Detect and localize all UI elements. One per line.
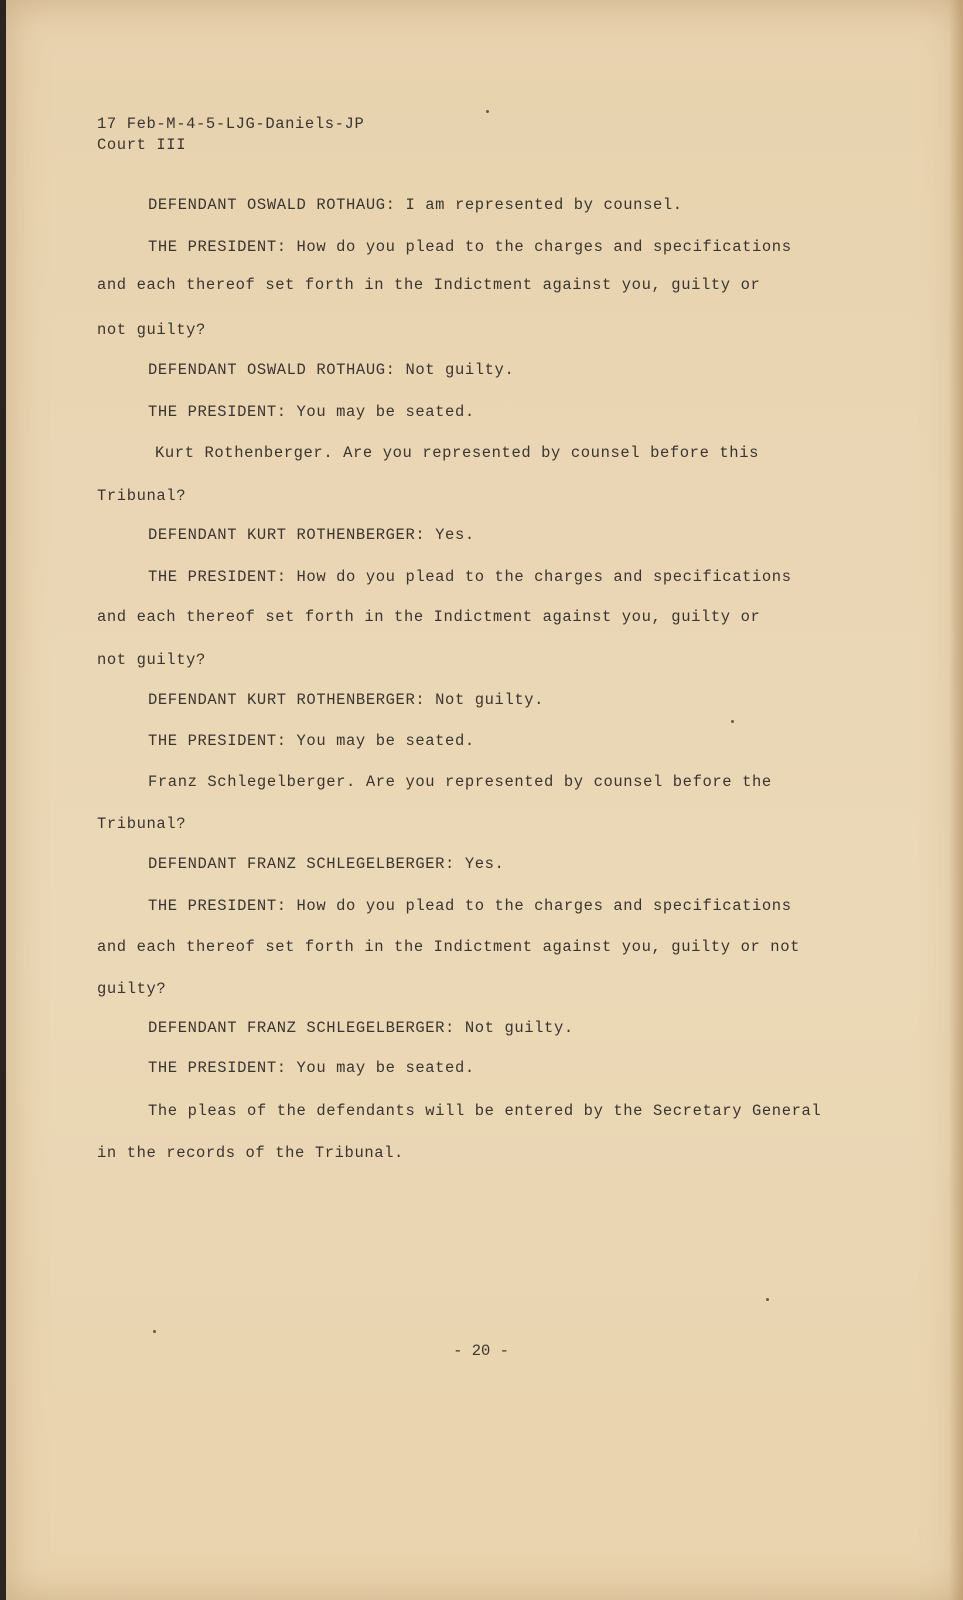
document-reference: 17 Feb-M-4-5-LJG-Daniels-JP <box>97 115 365 133</box>
transcript-line: and each thereof set forth in the Indictment against you, guilty or not <box>97 938 801 956</box>
transcript-line: DEFENDANT FRANZ SCHLEGELBERGER: Yes. <box>148 855 505 873</box>
transcript-line: Tribunal? <box>97 815 187 833</box>
paper-speck <box>731 720 734 723</box>
transcript-line: THE PRESIDENT: How do you plead to the charges and specifications <box>148 568 792 586</box>
court-label: Court III <box>97 136 187 154</box>
transcript-line: THE PRESIDENT: How do you plead to the charges and specifications <box>148 238 792 256</box>
transcript-line: not guilty? <box>97 321 206 339</box>
transcript-line: DEFENDANT KURT ROTHENBERGER: Not guilty. <box>148 691 545 709</box>
paper-speck <box>486 110 489 113</box>
transcript-line: DEFENDANT OSWALD ROTHAUG: I am represented by counsel. <box>148 196 683 214</box>
transcript-line: THE PRESIDENT: How do you plead to the charges and specifications <box>148 897 792 915</box>
transcript-line: DEFENDANT FRANZ SCHLEGELBERGER: Not guilty. <box>148 1019 574 1037</box>
transcript-line: and each thereof set forth in the Indictment against you, guilty or <box>97 608 761 626</box>
transcript-line: DEFENDANT KURT ROTHENBERGER: Yes. <box>148 526 475 544</box>
transcript-line: THE PRESIDENT: You may be seated. <box>148 403 475 421</box>
page-number: - 20 - <box>453 1342 509 1360</box>
page-edge-shadow <box>949 0 963 1600</box>
transcript-line: and each thereof set forth in the Indictment against you, guilty or <box>97 276 761 294</box>
paper-speck <box>766 1298 769 1301</box>
transcript-line: THE PRESIDENT: You may be seated. <box>148 732 475 750</box>
transcript-line: Tribunal? <box>97 487 187 505</box>
transcript-line: in the records of the Tribunal. <box>97 1144 404 1162</box>
transcript-line: The pleas of the defendants will be entered by the Secretary General <box>148 1102 822 1120</box>
transcript-line: guilty? <box>97 980 167 998</box>
transcript-line: not guilty? <box>97 651 206 669</box>
transcript-line: THE PRESIDENT: You may be seated. <box>148 1059 475 1077</box>
transcript-line: DEFENDANT OSWALD ROTHAUG: Not guilty. <box>148 361 515 379</box>
paper-speck <box>153 1330 156 1333</box>
transcript-line: Kurt Rothenberger. Are you represented by counsel before this <box>155 444 759 462</box>
document-page <box>6 0 963 1600</box>
transcript-line: Franz Schlegelberger. Are you represented by counsel before the <box>148 773 772 791</box>
